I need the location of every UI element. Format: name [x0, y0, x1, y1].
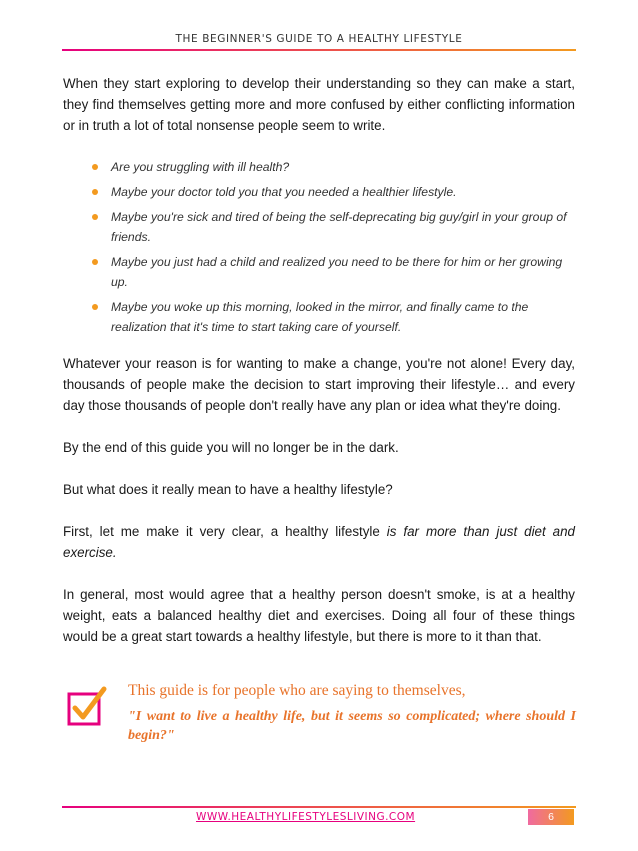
whatever-paragraph: Whatever your reason is for wanting to make a change, you're not alone! Every day, thousands of people make the decision to start improving their lifestyle… and every day those thousands of people don't really have any plan or idea what they're doing.: [63, 356, 575, 413]
list-item: Maybe your doctor told you that you needed a healthier lifestyle.: [89, 182, 575, 202]
callout-box: [66, 680, 578, 750]
bullet-dot-icon: [92, 164, 98, 170]
list-item: Maybe you're sick and tired of being the self-deprecating big guy/girl in your group of friends.: [89, 207, 575, 247]
intro-paragraph: When they start exploring to develop their understanding so they can make a start, they find themselves getting more and more confused by either conflicting information or in truth a lot of total nonsense people seem to write.: [63, 76, 575, 133]
header-title: THE BEGINNER'S GUIDE TO A HEALTHY LIFESTYLE: [175, 33, 463, 45]
question-list: [63, 157, 575, 337]
callout-quote: "I want to live a healthy life, but it seems so complicated; where should I begin?": [128, 709, 576, 743]
header-divider: [62, 49, 576, 51]
first-paragraph: First, let me make it very clear, a healthy lifestyle is far more than just diet and exercise.: [63, 524, 575, 560]
general-paragraph: In general, most would agree that a healthy person doesn't smoke, is at a healthy weight, eats a balanced healthy diet and exercises. Doing all four of these things would be a great start towards a healthy lifestyle, but there is more to it than that.: [63, 587, 575, 644]
list-item: Are you struggling with ill health?: [89, 157, 575, 177]
bullet-dot-icon: [92, 214, 98, 220]
page-number: 6: [528, 809, 574, 825]
checkbox-check-icon: [66, 686, 110, 730]
list-item: Maybe you just had a child and realized you need to be there for him or her growing up.: [89, 252, 575, 292]
bullet-dot-icon: [92, 304, 98, 310]
footer-link[interactable]: WWW.HEALTHYLIFESTYLESLIVING.COM: [196, 811, 416, 823]
question-paragraph: But what does it really mean to have a healthy lifestyle?: [63, 482, 393, 497]
callout-intro: This guide is for people who are saying to themselves,: [128, 682, 466, 699]
page-content: [63, 73, 575, 668]
list-item: Maybe you woke up this morning, looked in the mirror, and finally came to the realization that it's time to start taking care of yourself.: [89, 297, 575, 337]
end-of-guide-paragraph: By the end of this guide you will no longer be in the dark.: [63, 440, 399, 455]
bullet-dot-icon: [92, 259, 98, 265]
bullet-dot-icon: [92, 189, 98, 195]
footer-divider: [62, 806, 576, 808]
